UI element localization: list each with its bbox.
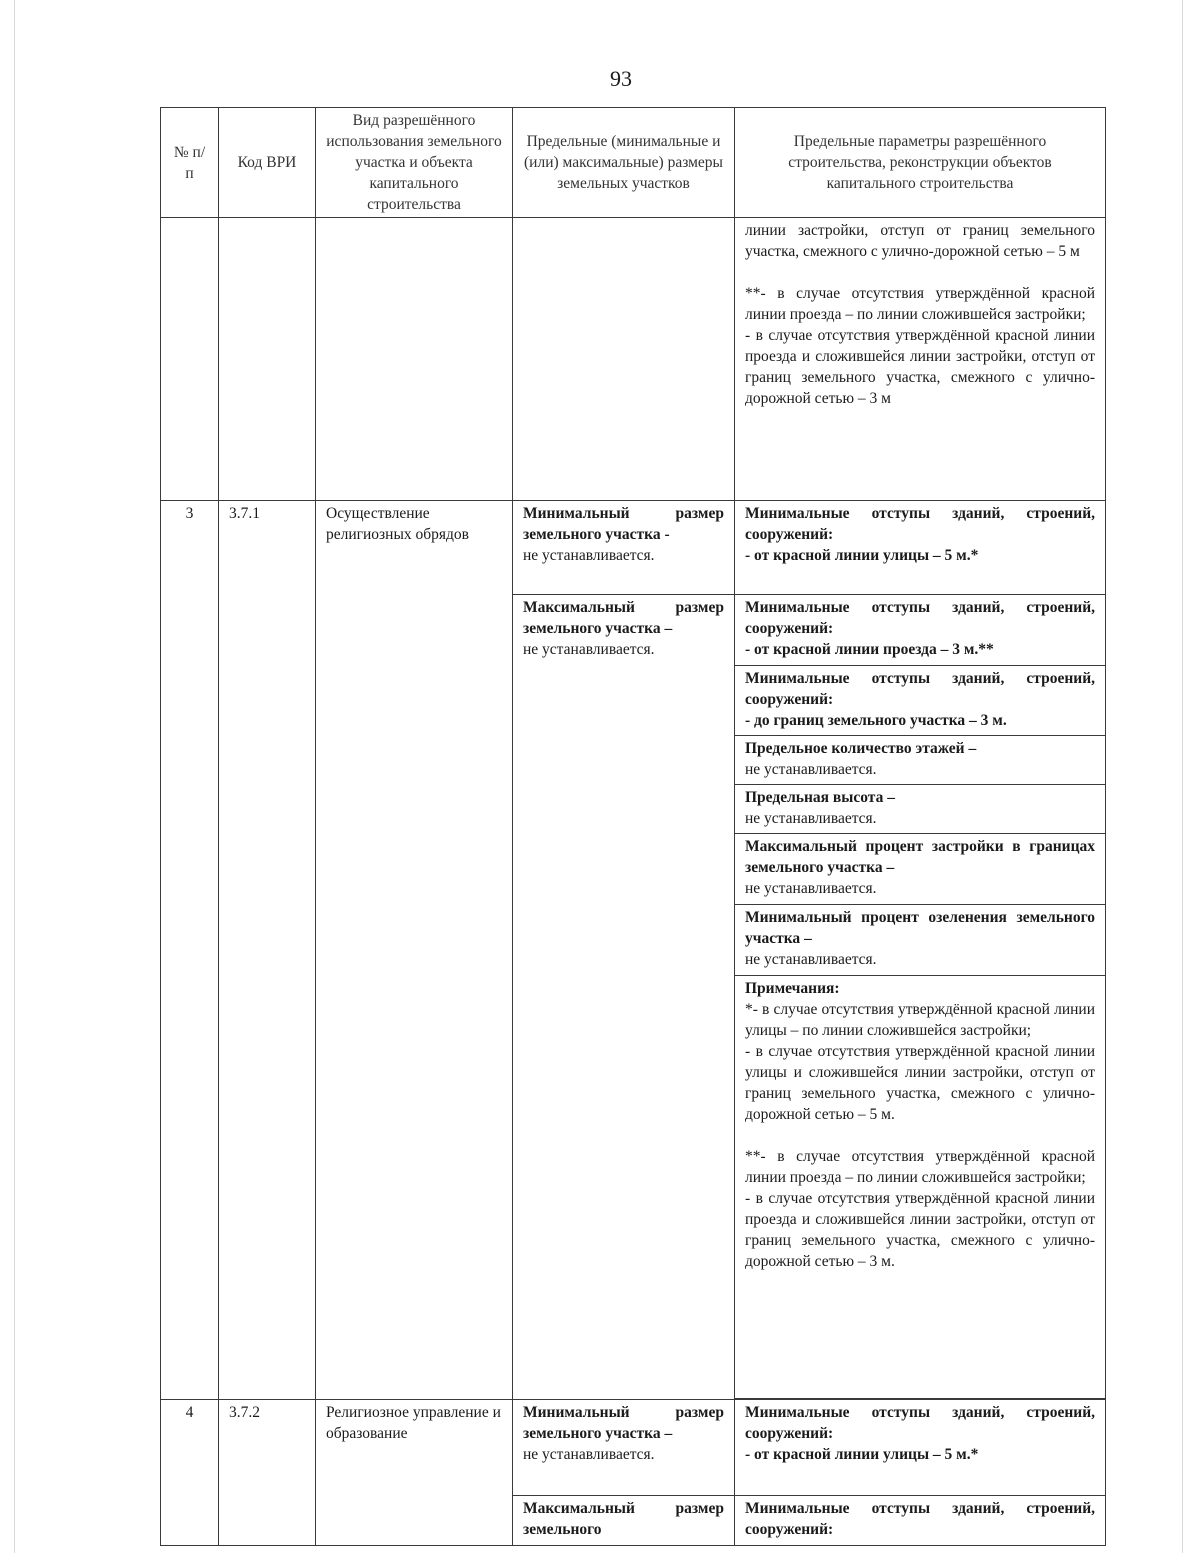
row3-code: 3.7.1 — [219, 501, 316, 1400]
row4-param-1: Минимальные отступы зданий, строений, сооружений: - от красной линии улицы – 5 м.* — [735, 1400, 1106, 1496]
row3-param-3: Минимальные отступы зданий, строений, сооружений: - до границ земельного участка – 3 м. — [735, 665, 1106, 736]
row4-max-size: Максимальный размер земельного — [513, 1495, 735, 1545]
row3-notes: Примечания: *- в случае отсутствия утверждённой красной линии улицы – по линии сложившейся застройки; - в случае отсутствия утверждённой красной линии улицы и сложившейся линии застройки, отступ от границ земельного участка, смежного с улично-дорожной сетью – 5 м. **- в случае отсутствия утверждённой красной линии проезда – по линии сложившейся застройки; - в случае отсутствия утверждённой красной линии проезда и сложившейся линии застройки, отступ от границ земельного участка, смежного с улично-дорожной сетью – 3 м. — [735, 975, 1106, 1399]
row3-max-size: Максимальный размер земельного участка – не устанавливается. — [513, 594, 735, 1399]
row3-param-6: Максимальный процент застройки в границах земельного участка – не устанавливается. — [735, 834, 1106, 905]
scan-edge-left — [14, 0, 15, 1553]
scan-edge-right — [1182, 0, 1183, 1553]
row3-param-5: Предельная высота – не устанавливается. — [735, 785, 1106, 834]
header-kind: Вид разрешённого использования земельного участка и объекта капитального строительства — [316, 108, 513, 218]
header-num: № п/п — [161, 108, 219, 218]
continuation-line: линии застройки, отступ от границ земельного участка, смежного с улично-дорожной сетью – 5 м — [745, 222, 1095, 260]
table-row — [161, 1400, 1106, 1496]
header-size: Предельные (минимальные и (или) максимальные) размеры земельных участков — [513, 108, 735, 218]
table-row — [161, 218, 1106, 501]
row4-min-size: Минимальный размер земельного участка – не устанавливается. — [513, 1400, 735, 1496]
row4-kind: Религиозное управление и образование — [316, 1400, 513, 1546]
table-row — [161, 501, 1106, 595]
page-number: 93 — [610, 66, 632, 91]
continuation-notes — [735, 218, 1106, 501]
row3-num: 3 — [161, 501, 219, 1400]
header-params: Предельные параметры разрешённого строительства, реконструкции объектов капитального строительства — [735, 108, 1106, 218]
regulations-table — [160, 107, 1106, 1546]
row3-param-1: Минимальные отступы зданий, строений, сооружений: - от красной линии улицы – 5 м.* — [735, 501, 1106, 595]
continuation-note2b: - в случае отсутствия утверждённой красной линии проезда и сложившейся линии застройки, отступ от границ земельного участка, смежного с улично-дорожной сетью – 3 м — [745, 327, 1095, 407]
row4-param-2: Минимальные отступы зданий, строений, сооружений: — [735, 1495, 1106, 1545]
continuation-note2a: **- в случае отсутствия утверждённой красной линии проезда – по линии сложившейся застройки; — [745, 285, 1095, 323]
row3-param-2: Минимальные отступы зданий, строений, сооружений: - от красной линии проезда – 3 м.** — [735, 594, 1106, 665]
row3-kind: Осуществление религиозных обрядов — [316, 501, 513, 1400]
row3-param-4: Предельное количество этажей – не устанавливается. — [735, 736, 1106, 785]
table-header-row — [161, 108, 1106, 218]
row3-param-7: Минимальный процент озеленения земельного участка – не устанавливается. — [735, 904, 1106, 975]
row4-code: 3.7.2 — [219, 1400, 316, 1546]
row4-num: 4 — [161, 1400, 219, 1546]
header-code: Код ВРИ — [219, 108, 316, 218]
row3-min-size: Минимальный размер земельного участка - не устанавливается. — [513, 501, 735, 595]
